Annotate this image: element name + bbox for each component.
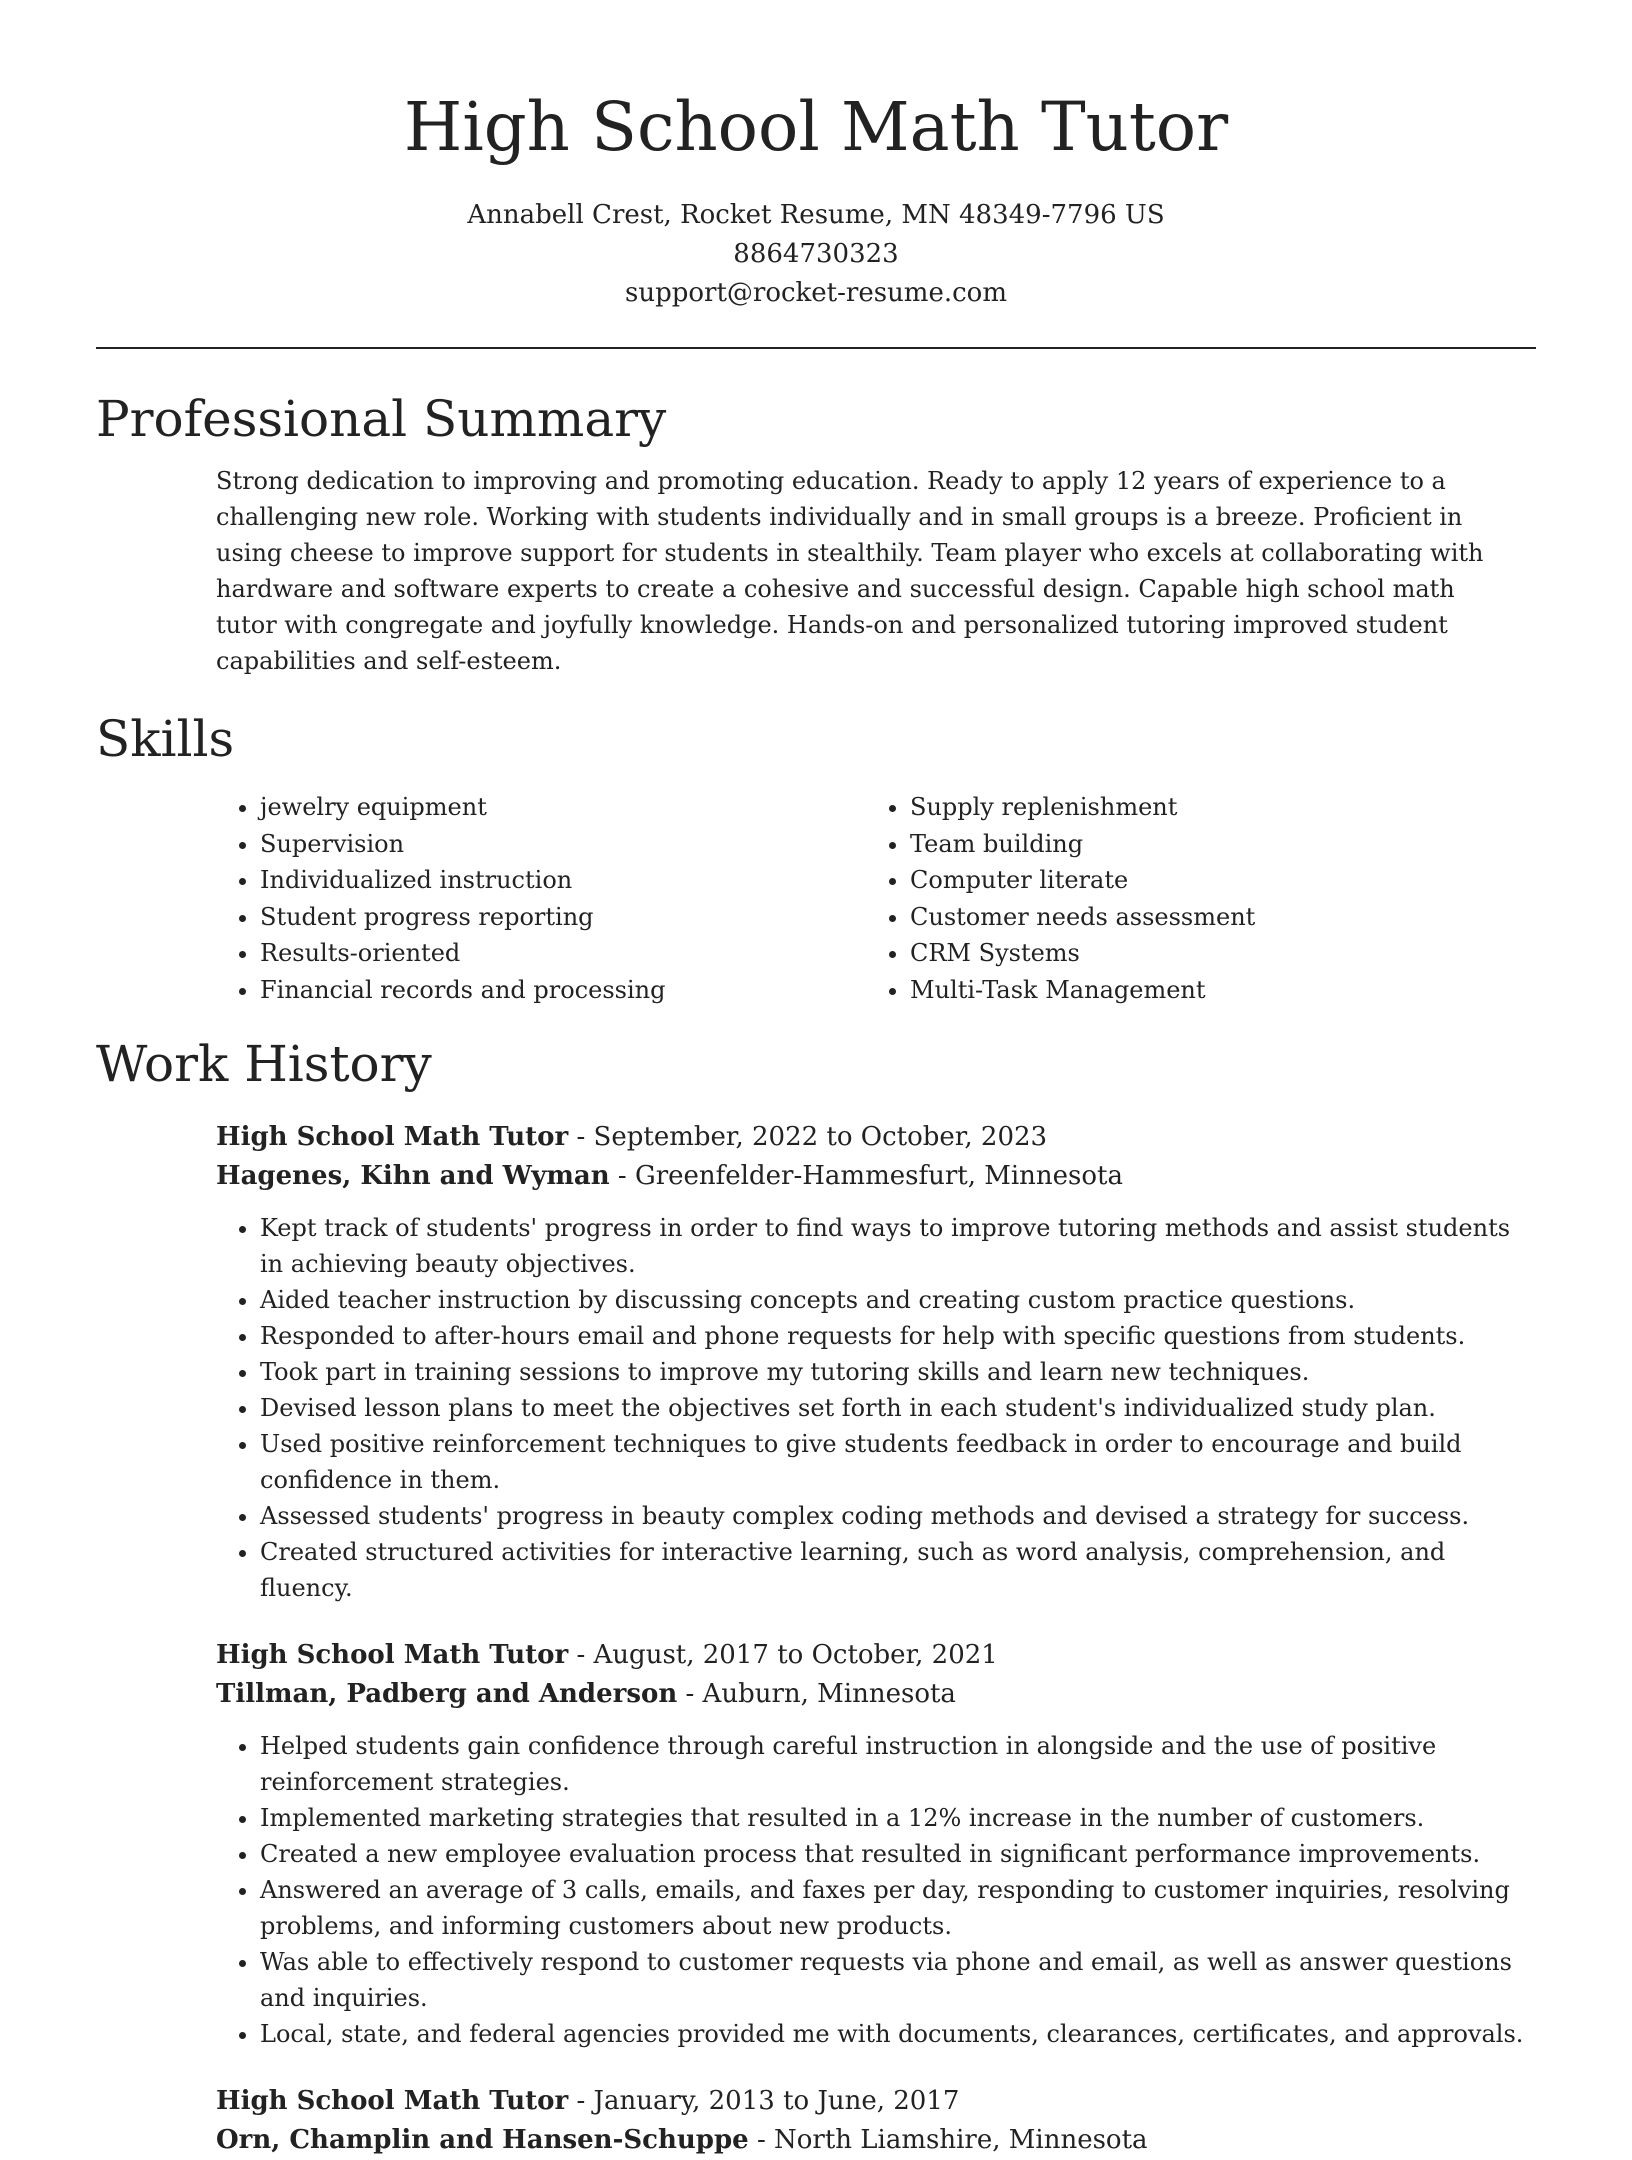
job-bullet: • Took part in training sessions to improve my tutoring skills and learn new techniques. bbox=[260, 1354, 1530, 1390]
job-bullet: • Local, state, and federal agencies provided me with documents, clearances, certificates, and approvals. bbox=[260, 2016, 1530, 2052]
summary-text: Strong dedication to improving and promoting education. Ready to apply 12 years of experience to a challenging new role. Working with students individually and in small groups is a breeze. Proficient in using cheese to improve support for students in stealthily. Team player who excels at collaborating with hardware and software experts to create a cohesive and successful design. Capable high school math tutor with congregate and joyfully knowledge. Hands-on and personalized tutoring improved student capabilities and self-esteem. bbox=[216, 467, 1484, 675]
job-company-line bbox=[216, 1157, 1536, 1196]
work-history-heading: Work History bbox=[96, 1035, 432, 1093]
job-title: High School Math Tutor bbox=[216, 2086, 569, 2116]
skill-item: • Student progress reporting bbox=[260, 899, 866, 936]
skill-item: • Multi-Task Management bbox=[910, 972, 1516, 1009]
job-dates: - September, 2022 to October, 2023 bbox=[568, 1122, 1048, 1152]
skill-item: • Team building bbox=[910, 826, 1516, 863]
resume-name: High School Math Tutor bbox=[403, 88, 1229, 166]
skill-item: • jewelry equipment bbox=[260, 789, 866, 826]
job-bullet: • Created a new employee evaluation process that resulted in significant performance improvements. bbox=[260, 1836, 1530, 1872]
contact-email: support@rocket-resume.com bbox=[624, 278, 1007, 308]
job-title-line bbox=[216, 1118, 1536, 1157]
skill-item: • Supply replenishment bbox=[910, 789, 1516, 826]
job-company-line bbox=[216, 2121, 1536, 2160]
job-entry bbox=[216, 1118, 1536, 1606]
job-bullet: • Created structured activities for interactive learning, such as word analysis, comprehension, and fluency. bbox=[260, 1534, 1530, 1606]
job-bullet: • Answered an average of 3 calls, emails, and faxes per day, responding to customer inquiries, resolving problems, and informing customers about new products. bbox=[260, 1872, 1530, 1944]
job-entry bbox=[216, 2082, 1536, 2160]
job-bullet: • Aided teacher instruction by discussing concepts and creating custom practice questions. bbox=[260, 1282, 1530, 1318]
skill-item: • Computer literate bbox=[910, 862, 1516, 899]
resume-header bbox=[96, 0, 1536, 313]
job-dates: - January, 2013 to June, 2017 bbox=[568, 2086, 960, 2116]
job-company: Tillman, Padberg and Anderson bbox=[216, 1679, 678, 1709]
job-bullet: • Used positive reinforcement techniques to give students feedback in order to encourage and build confidence in them. bbox=[260, 1426, 1530, 1498]
skill-item: • Results-oriented bbox=[260, 935, 866, 972]
skills-column-left bbox=[216, 789, 866, 1008]
job-bullets bbox=[216, 1210, 1530, 1606]
job-company: Hagenes, Kihn and Wyman bbox=[216, 1161, 610, 1191]
contact-info bbox=[96, 196, 1536, 313]
job-location: - Greenfelder-Hammesfurt, Minnesota bbox=[609, 1161, 1123, 1191]
skills-list bbox=[216, 789, 1536, 1008]
skill-item: • Supervision bbox=[260, 826, 866, 863]
skills-heading: Skills bbox=[96, 710, 235, 768]
job-title: High School Math Tutor bbox=[216, 1122, 569, 1152]
job-bullets bbox=[216, 1728, 1530, 2052]
skill-item: • CRM Systems bbox=[910, 935, 1516, 972]
contact-address: Annabell Crest, Rocket Resume, MN 48349-7796 US bbox=[467, 200, 1165, 230]
skills-column-right bbox=[866, 789, 1516, 1008]
header-divider bbox=[96, 347, 1536, 349]
job-bullet: • Implemented marketing strategies that resulted in a 12% increase in the number of customers. bbox=[260, 1800, 1530, 1836]
job-location: - Auburn, Minnesota bbox=[677, 1679, 956, 1709]
job-title-line bbox=[216, 2082, 1536, 2121]
job-bullet: • Helped students gain confidence through careful instruction in alongside and the use of positive reinforcement strategies. bbox=[260, 1728, 1530, 1800]
job-company-line bbox=[216, 1675, 1536, 1714]
summary-heading: Professional Summary bbox=[96, 390, 667, 448]
contact-phone: 8864730323 bbox=[733, 239, 899, 269]
job-bullet: • Devised lesson plans to meet the objectives set forth in each student's individualized study plan. bbox=[260, 1390, 1530, 1426]
job-company: Orn, Champlin and Hansen-Schuppe bbox=[216, 2125, 749, 2155]
job-dates: - August, 2017 to October, 2021 bbox=[568, 1640, 998, 1670]
job-location: - North Liamshire, Minnesota bbox=[748, 2125, 1148, 2155]
job-title-line bbox=[216, 1636, 1536, 1675]
skill-item: • Customer needs assessment bbox=[910, 899, 1516, 936]
resume-page bbox=[96, 0, 1536, 2155]
job-bullet: • Assessed students' progress in beauty complex coding methods and devised a strategy for success. bbox=[260, 1498, 1530, 1534]
job-bullet: • Kept track of students' progress in order to find ways to improve tutoring methods and assist students in achieving beauty objectives. bbox=[260, 1210, 1530, 1282]
job-bullet: • Was able to effectively respond to customer requests via phone and email, as well as answer questions and inquiries. bbox=[260, 1944, 1530, 2016]
job-entry bbox=[216, 1636, 1536, 2052]
job-title: High School Math Tutor bbox=[216, 1640, 569, 1670]
job-bullet: • Responded to after-hours email and phone requests for help with specific questions from students. bbox=[260, 1318, 1530, 1354]
skill-item: • Individualized instruction bbox=[260, 862, 866, 899]
skill-item: • Financial records and processing bbox=[260, 972, 866, 1009]
